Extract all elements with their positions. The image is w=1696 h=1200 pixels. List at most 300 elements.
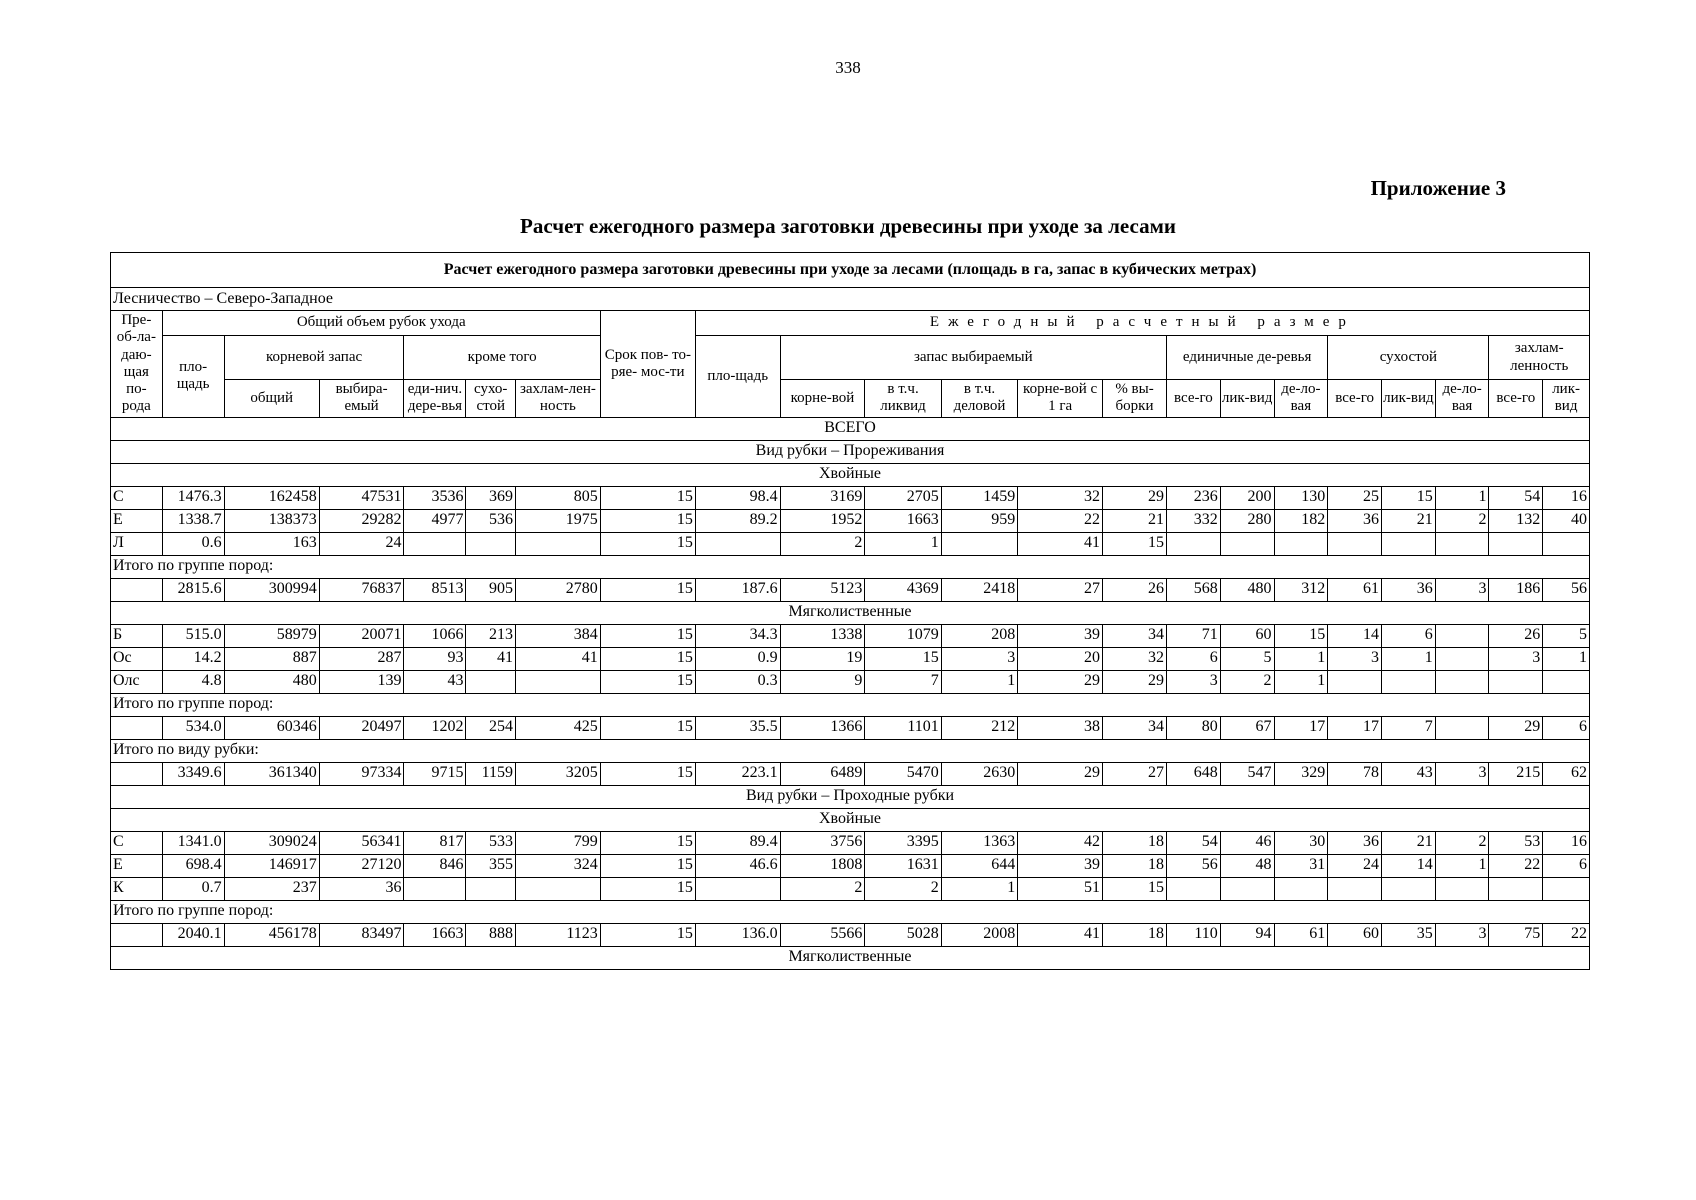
value-cell: 9715 — [404, 762, 466, 785]
col-annual-area: пло-щадь — [695, 336, 780, 418]
value-cell — [516, 670, 601, 693]
species-cell: С — [111, 831, 163, 854]
value-cell: 208 — [941, 624, 1017, 647]
value-cell: 5470 — [865, 762, 941, 785]
value-cell: 14.2 — [162, 647, 224, 670]
col-lt-all: все-го — [1489, 380, 1543, 418]
value-cell: 76837 — [319, 578, 404, 601]
value-cell: 287 — [319, 647, 404, 670]
value-cell: 17 — [1328, 716, 1382, 739]
value-cell: 568 — [1167, 578, 1221, 601]
value-cell: 56341 — [319, 831, 404, 854]
value-cell: 40 — [1543, 509, 1590, 532]
value-cell: 146917 — [224, 854, 319, 877]
value-cell: 15 — [1381, 486, 1435, 509]
value-cell: 35 — [1381, 923, 1435, 946]
value-cell: 9 — [780, 670, 865, 693]
value-cell: 182 — [1274, 509, 1328, 532]
value-cell: 60 — [1220, 624, 1274, 647]
value-cell: 16 — [1543, 831, 1590, 854]
group-total-label: Итого по группе пород: — [111, 900, 1590, 923]
group-total-label: Итого по группе пород: — [111, 555, 1590, 578]
col-incl-liquid: в т.ч. ликвид — [865, 380, 941, 418]
value-cell — [1328, 877, 1382, 900]
value-cell — [1543, 670, 1590, 693]
section-cut-thinning: Вид рубки – Прореживания — [111, 440, 1590, 463]
col-annual: Ежегодный расчетный размер — [695, 311, 1589, 336]
value-cell: 5028 — [865, 923, 941, 946]
value-cell: 20 — [1018, 647, 1103, 670]
value-cell: 89.4 — [695, 831, 780, 854]
value-cell: 6 — [1167, 647, 1221, 670]
value-cell — [1435, 877, 1489, 900]
value-cell: 43 — [1381, 762, 1435, 785]
value-cell — [941, 532, 1017, 555]
species-cell: Л — [111, 532, 163, 555]
value-cell — [1381, 532, 1435, 555]
col-besides-single: еди-нич. дере-вья — [404, 380, 466, 418]
value-cell: 547 — [1220, 762, 1274, 785]
col-pct-selection: % вы-борки — [1102, 380, 1166, 418]
value-cell: 18 — [1102, 831, 1166, 854]
value-cell: 799 — [516, 831, 601, 854]
value-cell: 94 — [1220, 923, 1274, 946]
value-cell: 3 — [941, 647, 1017, 670]
value-cell: 15 — [600, 647, 695, 670]
value-cell: 16 — [1543, 486, 1590, 509]
value-cell: 4977 — [404, 509, 466, 532]
value-cell: 200 — [1220, 486, 1274, 509]
value-cell: 2 — [1435, 831, 1489, 854]
value-cell: 38 — [1018, 716, 1103, 739]
value-cell — [1381, 877, 1435, 900]
table-row — [111, 762, 1590, 785]
value-cell: 110 — [1167, 923, 1221, 946]
value-cell: 309024 — [224, 831, 319, 854]
value-cell: 236 — [1167, 486, 1221, 509]
value-cell: 6 — [1543, 716, 1590, 739]
header-row-2 — [111, 336, 1590, 380]
value-cell: 41 — [466, 647, 516, 670]
col-dw-business: де-ло-вая — [1435, 380, 1489, 418]
value-cell: 3536 — [404, 486, 466, 509]
species-cell: Ос — [111, 647, 163, 670]
value-cell: 15 — [600, 578, 695, 601]
value-cell: 46 — [1220, 831, 1274, 854]
value-cell: 480 — [1220, 578, 1274, 601]
value-cell: 31 — [1274, 854, 1328, 877]
value-cell: 4.8 — [162, 670, 224, 693]
value-cell: 54 — [1167, 831, 1221, 854]
value-cell: 536 — [466, 509, 516, 532]
value-cell: 30 — [1274, 831, 1328, 854]
value-cell: 2630 — [941, 762, 1017, 785]
value-cell: 3395 — [865, 831, 941, 854]
value-cell — [1328, 670, 1382, 693]
value-cell: 1363 — [941, 831, 1017, 854]
table-row — [111, 624, 1590, 647]
value-cell: 0.7 — [162, 877, 224, 900]
value-cell: 1 — [1543, 647, 1590, 670]
value-cell: 1341.0 — [162, 831, 224, 854]
value-cell: 3 — [1435, 762, 1489, 785]
value-cell: 3756 — [780, 831, 865, 854]
value-cell: 58979 — [224, 624, 319, 647]
section-conifers-2: Хвойные — [111, 808, 1590, 831]
col-dw-all: все-го — [1328, 380, 1382, 418]
value-cell: 3 — [1167, 670, 1221, 693]
value-cell: 644 — [941, 854, 1017, 877]
value-cell: 15 — [600, 716, 695, 739]
table-row — [111, 670, 1590, 693]
value-cell: 163 — [224, 532, 319, 555]
value-cell — [1489, 670, 1543, 693]
value-cell: 6 — [1543, 854, 1590, 877]
value-cell: 29 — [1102, 486, 1166, 509]
value-cell: 2 — [865, 877, 941, 900]
value-cell: 61 — [1274, 923, 1328, 946]
value-cell: 18 — [1102, 854, 1166, 877]
value-cell: 3 — [1328, 647, 1382, 670]
value-cell: 2 — [1220, 670, 1274, 693]
value-cell: 43 — [404, 670, 466, 693]
value-cell: 212 — [941, 716, 1017, 739]
value-cell: 8513 — [404, 578, 466, 601]
col-root: корне-вой — [780, 380, 865, 418]
value-cell — [404, 877, 466, 900]
value-cell: 0.3 — [695, 670, 780, 693]
value-cell — [466, 532, 516, 555]
value-cell: 1663 — [865, 509, 941, 532]
col-area: пло-щадь — [162, 336, 224, 418]
table-row — [111, 509, 1590, 532]
col-besides-litter: захлам-лен-ность — [516, 380, 601, 418]
value-cell: 89.2 — [695, 509, 780, 532]
value-cell: 2418 — [941, 578, 1017, 601]
value-cell: 1 — [865, 532, 941, 555]
value-cell: 48 — [1220, 854, 1274, 877]
value-cell: 29 — [1489, 716, 1543, 739]
value-cell: 97334 — [319, 762, 404, 785]
table-title: Расчет ежегодного размера заготовки древесины при уходе за лесами (площадь в га, запас в кубических метрах) — [111, 253, 1590, 288]
table-row — [111, 923, 1590, 946]
value-cell — [466, 670, 516, 693]
value-cell: 32 — [1102, 647, 1166, 670]
value-cell — [1435, 647, 1489, 670]
value-cell: 0.9 — [695, 647, 780, 670]
value-cell: 3 — [1435, 923, 1489, 946]
value-cell — [695, 877, 780, 900]
value-cell: 14 — [1328, 624, 1382, 647]
value-cell: 456178 — [224, 923, 319, 946]
value-cell: 300994 — [224, 578, 319, 601]
value-cell: 805 — [516, 486, 601, 509]
document-title: Расчет ежегодного размера заготовки древесины при уходе за лесами — [520, 214, 1176, 238]
value-cell: 329 — [1274, 762, 1328, 785]
value-cell: 6 — [1381, 624, 1435, 647]
col-root-stock: корневой запас — [224, 336, 404, 380]
value-cell: 29282 — [319, 509, 404, 532]
value-cell: 15 — [600, 877, 695, 900]
value-cell: 534.0 — [162, 716, 224, 739]
value-cell: 3 — [1435, 578, 1489, 601]
table-row — [111, 716, 1590, 739]
value-cell: 51 — [1018, 877, 1103, 900]
value-cell: 27120 — [319, 854, 404, 877]
col-root-per-ha: корне-вой с 1 га — [1018, 380, 1103, 418]
value-cell: 46.6 — [695, 854, 780, 877]
col-st-all: все-го — [1167, 380, 1221, 418]
value-cell: 355 — [466, 854, 516, 877]
value-cell: 132 — [1489, 509, 1543, 532]
value-cell: 1123 — [516, 923, 601, 946]
value-cell: 42 — [1018, 831, 1103, 854]
value-cell: 21 — [1102, 509, 1166, 532]
value-cell: 3 — [1489, 647, 1543, 670]
value-cell: 1202 — [404, 716, 466, 739]
species-cell: С — [111, 486, 163, 509]
col-selected: выбира-емый — [319, 380, 404, 418]
value-cell — [1220, 877, 1274, 900]
value-cell: 1 — [1274, 647, 1328, 670]
value-cell: 5566 — [780, 923, 865, 946]
value-cell: 817 — [404, 831, 466, 854]
forestry-label: Лесничество – Северо-Западное — [111, 288, 1590, 311]
value-cell: 324 — [516, 854, 601, 877]
page-number: 338 — [835, 58, 861, 77]
value-cell: 83497 — [319, 923, 404, 946]
value-cell: 27 — [1018, 578, 1103, 601]
value-cell: 15 — [1102, 877, 1166, 900]
value-cell: 3169 — [780, 486, 865, 509]
value-cell: 1459 — [941, 486, 1017, 509]
value-cell: 98.4 — [695, 486, 780, 509]
value-cell — [1435, 624, 1489, 647]
value-cell — [695, 532, 780, 555]
header-row-1 — [111, 311, 1590, 336]
section-conifers: Хвойные — [111, 463, 1590, 486]
value-cell: 54 — [1489, 486, 1543, 509]
value-cell: 60 — [1328, 923, 1382, 946]
value-cell: 5123 — [780, 578, 865, 601]
value-cell: 41 — [516, 647, 601, 670]
value-cell: 3205 — [516, 762, 601, 785]
value-cell: 21 — [1381, 831, 1435, 854]
section-total: ВСЕГО — [111, 417, 1590, 440]
value-cell: 15 — [600, 670, 695, 693]
value-cell — [1489, 877, 1543, 900]
table-row — [111, 647, 1590, 670]
value-cell: 80 — [1167, 716, 1221, 739]
value-cell: 15 — [600, 923, 695, 946]
value-cell: 1066 — [404, 624, 466, 647]
col-lt-liquid: лик-вид — [1543, 380, 1590, 418]
value-cell — [1167, 532, 1221, 555]
value-cell: 7 — [865, 670, 941, 693]
value-cell — [516, 532, 601, 555]
table-row — [111, 486, 1590, 509]
value-cell: 15 — [600, 831, 695, 854]
value-cell: 162458 — [224, 486, 319, 509]
value-cell: 20497 — [319, 716, 404, 739]
value-cell: 1 — [1274, 670, 1328, 693]
value-cell: 2 — [780, 877, 865, 900]
table-row — [111, 831, 1590, 854]
value-cell: 138373 — [224, 509, 319, 532]
value-cell: 186 — [1489, 578, 1543, 601]
value-cell: 2780 — [516, 578, 601, 601]
value-cell: 34.3 — [695, 624, 780, 647]
value-cell: 22 — [1543, 923, 1590, 946]
value-cell: 384 — [516, 624, 601, 647]
value-cell: 515.0 — [162, 624, 224, 647]
value-cell: 237 — [224, 877, 319, 900]
value-cell: 67 — [1220, 716, 1274, 739]
value-cell: 15 — [865, 647, 941, 670]
species-cell: Б — [111, 624, 163, 647]
value-cell — [1435, 716, 1489, 739]
value-cell: 36 — [1328, 831, 1382, 854]
species-cell — [111, 923, 163, 946]
value-cell: 15 — [600, 509, 695, 532]
value-cell: 36 — [1381, 578, 1435, 601]
col-total-volume: Общий объем рубок ухода — [162, 311, 600, 336]
value-cell: 361340 — [224, 762, 319, 785]
value-cell: 223.1 — [695, 762, 780, 785]
value-cell — [1489, 532, 1543, 555]
value-cell: 1101 — [865, 716, 941, 739]
value-cell: 53 — [1489, 831, 1543, 854]
value-cell: 425 — [516, 716, 601, 739]
col-single-trees: единичные де-ревья — [1167, 336, 1328, 380]
value-cell: 36 — [319, 877, 404, 900]
value-cell: 1338 — [780, 624, 865, 647]
value-cell: 0.6 — [162, 532, 224, 555]
value-cell: 1338.7 — [162, 509, 224, 532]
value-cell: 698.4 — [162, 854, 224, 877]
value-cell: 29 — [1018, 670, 1103, 693]
value-cell: 15 — [1274, 624, 1328, 647]
value-cell: 15 — [600, 762, 695, 785]
value-cell: 369 — [466, 486, 516, 509]
value-cell: 22 — [1489, 854, 1543, 877]
value-cell — [1543, 877, 1590, 900]
value-cell — [404, 532, 466, 555]
value-cell: 14 — [1381, 854, 1435, 877]
value-cell: 1079 — [865, 624, 941, 647]
value-cell: 648 — [1167, 762, 1221, 785]
value-cell: 1476.3 — [162, 486, 224, 509]
value-cell: 36 — [1328, 509, 1382, 532]
value-cell — [1167, 877, 1221, 900]
value-cell: 5 — [1543, 624, 1590, 647]
cut-type-total-label: Итого по виду рубки: — [111, 739, 1590, 762]
col-stock-selected: запас выбираемый — [780, 336, 1166, 380]
value-cell: 332 — [1167, 509, 1221, 532]
value-cell: 26 — [1489, 624, 1543, 647]
value-cell: 35.5 — [695, 716, 780, 739]
value-cell: 136.0 — [695, 923, 780, 946]
value-cell: 15 — [1102, 532, 1166, 555]
table-title-row — [111, 253, 1590, 288]
table-row — [111, 578, 1590, 601]
value-cell: 139 — [319, 670, 404, 693]
value-cell: 41 — [1018, 532, 1103, 555]
value-cell: 213 — [466, 624, 516, 647]
col-species: Пре-об-ла-даю-щая по-рода — [111, 311, 163, 418]
value-cell: 312 — [1274, 578, 1328, 601]
value-cell: 1 — [1435, 854, 1489, 877]
value-cell: 71 — [1167, 624, 1221, 647]
value-cell: 24 — [1328, 854, 1382, 877]
value-cell: 1 — [1435, 486, 1489, 509]
value-cell: 62 — [1543, 762, 1590, 785]
col-besides: кроме того — [404, 336, 600, 380]
value-cell: 15 — [600, 532, 695, 555]
value-cell: 15 — [600, 486, 695, 509]
value-cell: 2705 — [865, 486, 941, 509]
col-incl-business: в т.ч. деловой — [941, 380, 1017, 418]
species-cell: К — [111, 877, 163, 900]
value-cell — [1220, 532, 1274, 555]
value-cell: 75 — [1489, 923, 1543, 946]
col-dw-liquid: лик-вид — [1381, 380, 1435, 418]
value-cell: 47531 — [319, 486, 404, 509]
value-cell: 19 — [780, 647, 865, 670]
value-cell: 41 — [1018, 923, 1103, 946]
value-cell: 1366 — [780, 716, 865, 739]
value-cell: 887 — [224, 647, 319, 670]
value-cell: 130 — [1274, 486, 1328, 509]
forestry-row — [111, 288, 1590, 311]
value-cell — [466, 877, 516, 900]
value-cell: 1975 — [516, 509, 601, 532]
value-cell: 480 — [224, 670, 319, 693]
section-softwood: Мягколиственные — [111, 601, 1590, 624]
value-cell: 187.6 — [695, 578, 780, 601]
value-cell: 1952 — [780, 509, 865, 532]
value-cell — [1274, 877, 1328, 900]
value-cell — [1274, 532, 1328, 555]
value-cell: 2 — [1435, 509, 1489, 532]
species-cell — [111, 578, 163, 601]
value-cell: 39 — [1018, 624, 1103, 647]
value-cell: 27 — [1102, 762, 1166, 785]
value-cell — [1328, 532, 1382, 555]
value-cell: 25 — [1328, 486, 1382, 509]
value-cell: 56 — [1167, 854, 1221, 877]
section-softwood-2: Мягколиственные — [111, 946, 1590, 969]
value-cell: 26 — [1102, 578, 1166, 601]
value-cell — [1435, 532, 1489, 555]
value-cell: 20071 — [319, 624, 404, 647]
value-cell: 15 — [600, 854, 695, 877]
value-cell: 34 — [1102, 716, 1166, 739]
species-cell: Е — [111, 854, 163, 877]
value-cell: 78 — [1328, 762, 1382, 785]
value-cell: 3349.6 — [162, 762, 224, 785]
value-cell: 5 — [1220, 647, 1274, 670]
value-cell: 846 — [404, 854, 466, 877]
table-row — [111, 532, 1590, 555]
value-cell: 533 — [466, 831, 516, 854]
value-cell: 1663 — [404, 923, 466, 946]
value-cell: 1 — [941, 877, 1017, 900]
value-cell: 93 — [404, 647, 466, 670]
value-cell: 17 — [1274, 716, 1328, 739]
value-cell: 1 — [941, 670, 1017, 693]
value-cell: 280 — [1220, 509, 1274, 532]
